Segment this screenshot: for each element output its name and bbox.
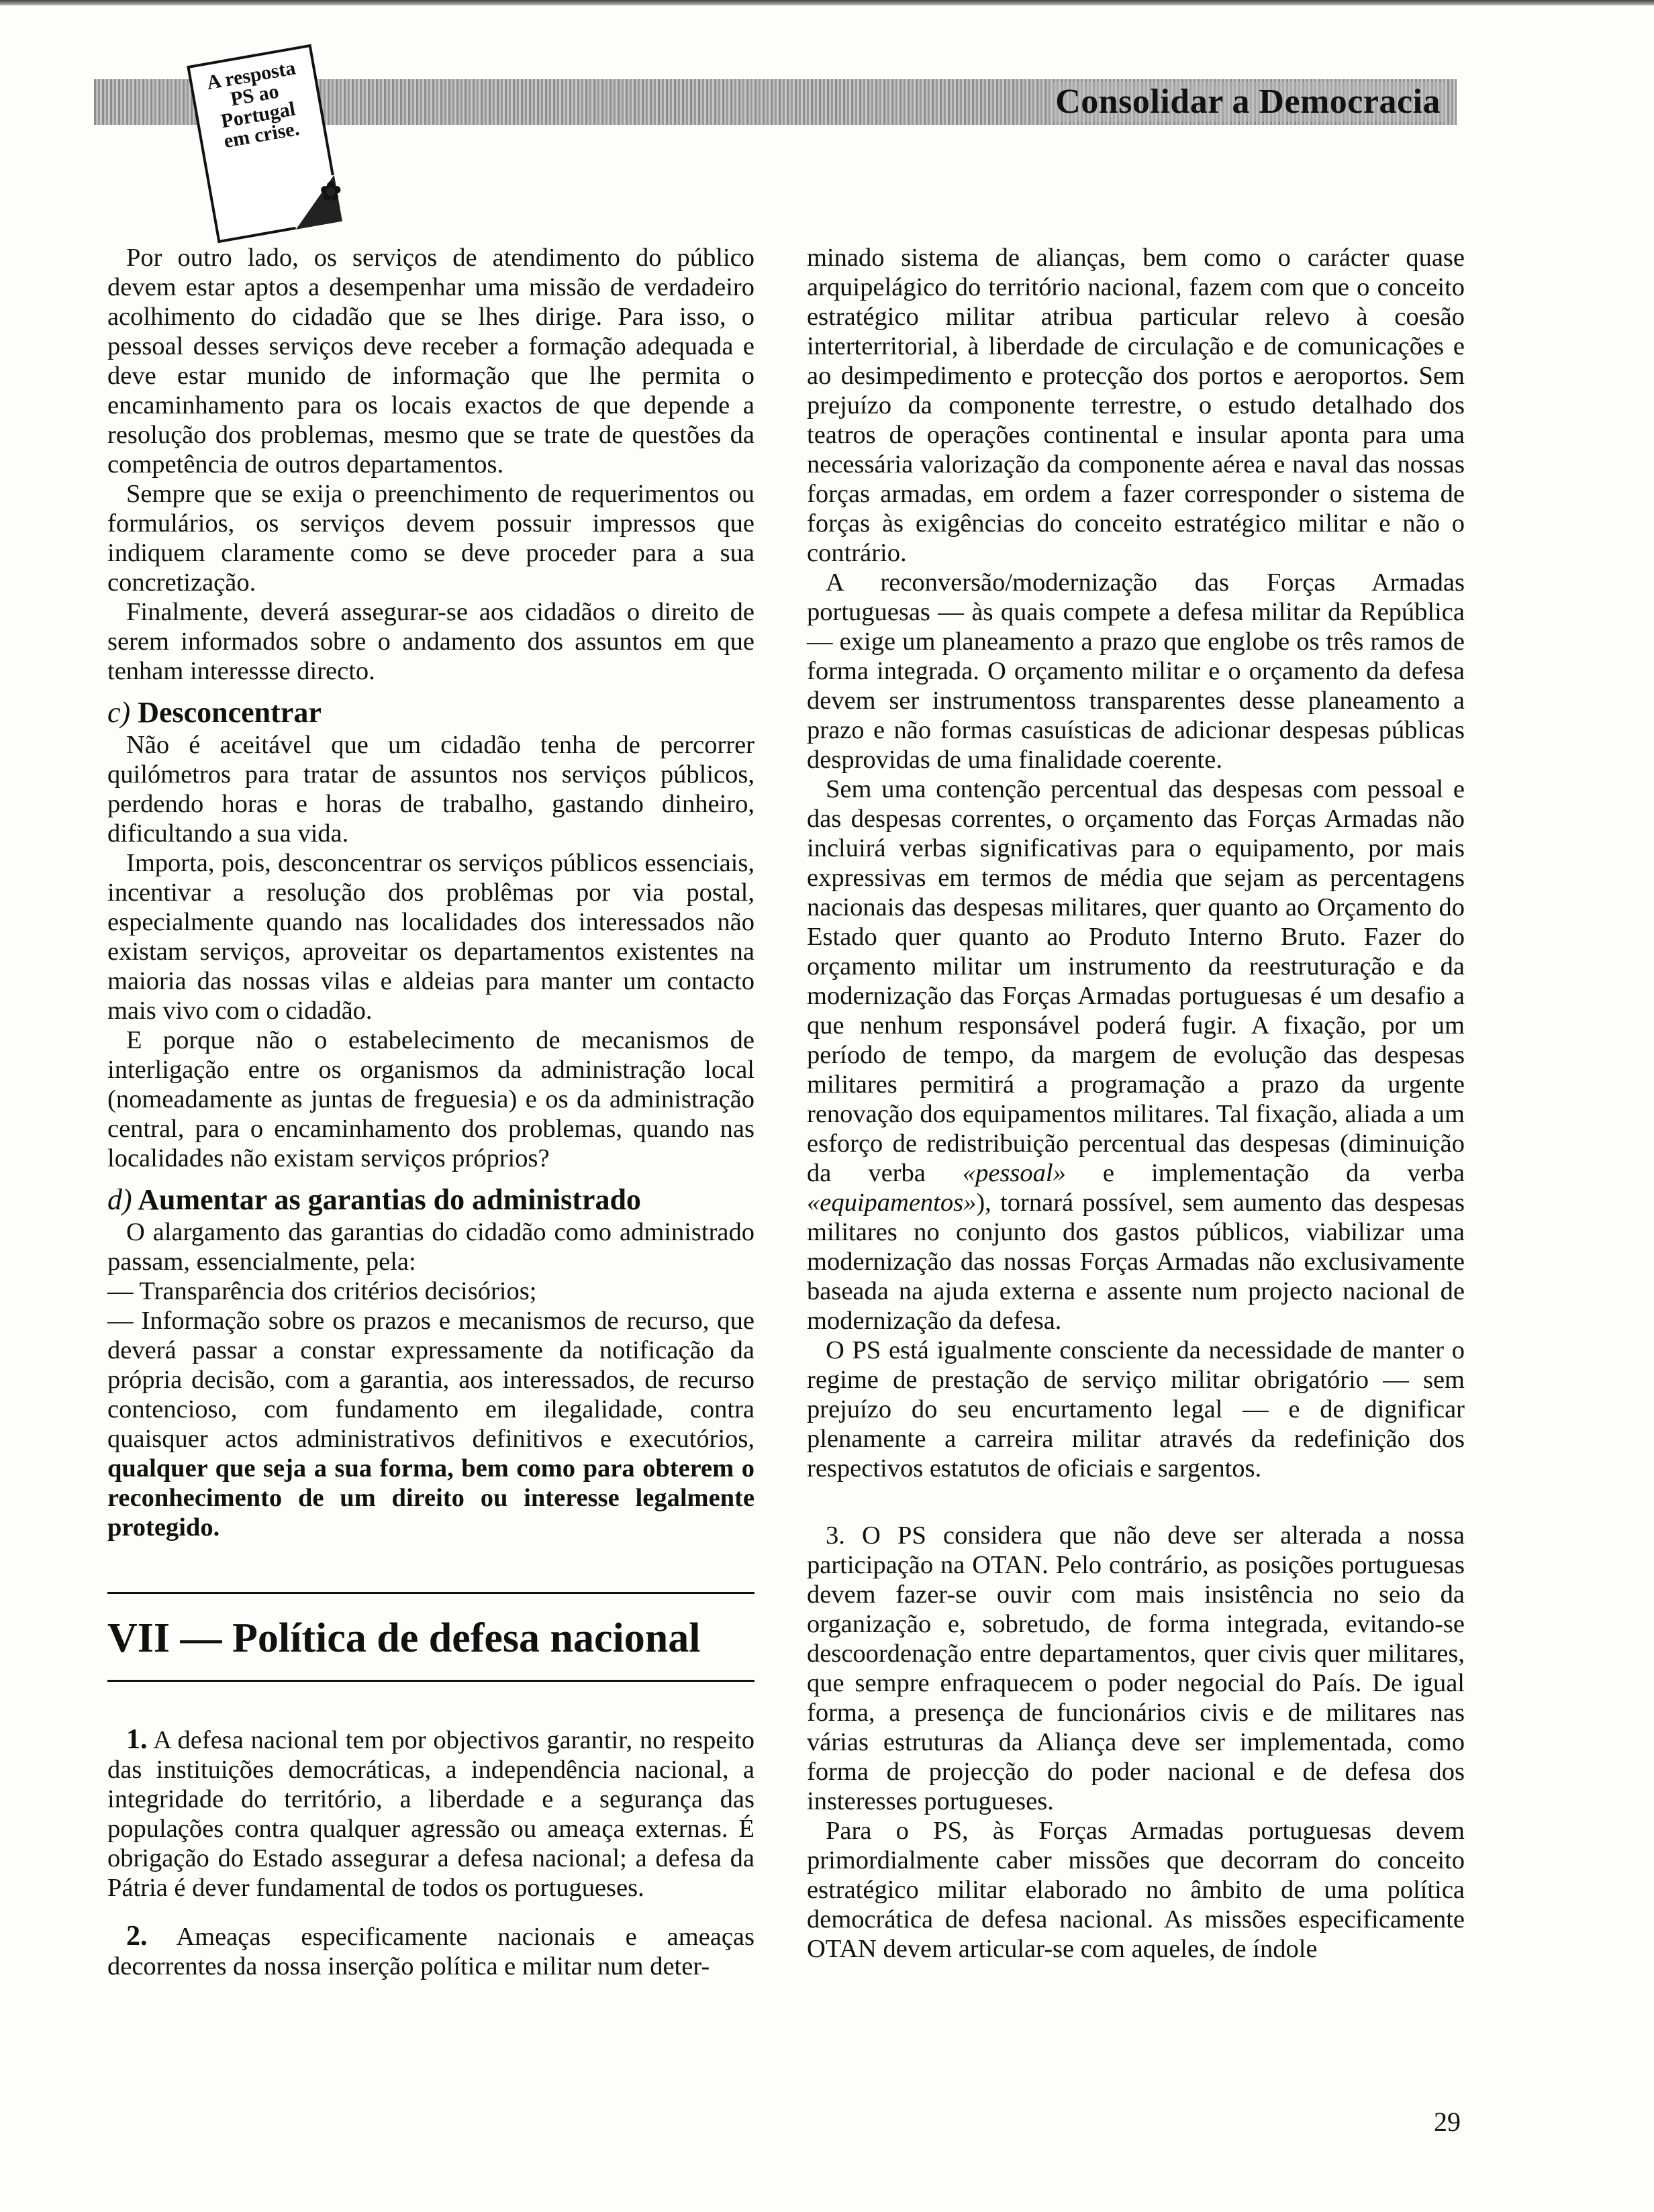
rose-icon: ✿: [320, 177, 342, 207]
paragraph: E porque não o estabelecimento de mecanismos de interligação entre os organismos da administração local (nomeadamente as juntas de freguesia) e os da administração central, para o encaminhamento dos problemas, quando nas localidades não existam serviços próprios?: [107, 1026, 755, 1172]
paragraph: 3. O PS considera que não deve ser alterada a nossa participação na OTAN. Pelo contrário, as posições portuguesas devem fazer-se ouvir com mais insistência no seio da organização e, sobretudo, de forma integrada, evitando-se descoordenação entre departamentos, quer civis quer militares, que sempre enfraquecem o poder negocial do País. De igual forma, a presença de funcionários civis e de militares nas várias estruturas da Aliança deve ser implementada, como forma de projecção do poder nacional e de defesa dos insteresses portugueses.: [807, 1521, 1465, 1815]
list-item-bold: qualquer que seja a sua forma, bem como para obterem o reconhecimento de um direito ou interesse legalmente protegido.: [107, 1454, 755, 1542]
italic-term: «equipamentos»: [807, 1189, 977, 1217]
paragraph: Por outro lado, os serviços de atendimento do público devem estar aptos a desempenhar uma missão de verdadeiro acolhimento do cidadão que se lhes dirige. Para isso, o pessoal desses serviços deve receber a formação adequada e deve estar munido de informação que lhe permita o encaminhamento para os locais exactos de que depende a resolução dos problemas, mesmo que se trate de questões da competência de outros departamentos.: [107, 244, 755, 479]
paragraph-text: e implementação da verba: [1102, 1159, 1465, 1187]
right-column: [807, 243, 1465, 1964]
logo: [187, 44, 342, 244]
paragraph: Finalmente, deverá assegurar-se aos cidadãos o direito de serem informados sobre o andamento dos assuntos em que tenham interessse directo.: [107, 598, 755, 685]
logo-text: A resposta PS ao Portugal em crise.: [205, 56, 301, 153]
paragraph-text: Ameaças especificamente nacionais e ameaças decorrentes da nossa inserção política e militar num deter-: [107, 1923, 755, 1980]
numbered-paragraph: [107, 1921, 755, 1981]
paragraph: O PS está igualmente consciente da necessidade de manter o regime de prestação de serviço militar obrigatório — sem prejuízo do seu encurtamento legal — e de dignificar plenamente a carreira militar através da redefinição dos respectivos estatutos de oficiais e sargentos.: [807, 1336, 1465, 1482]
paragraph-text: ), tornará possível, sem aumento das despesas militares no conjunto dos gastos públicos, viabilizar uma modernização das nossas Forças Armadas não exclusivamente baseada na ajuda externa e assente num projecto nacional de modernização da defesa.: [807, 1189, 1465, 1335]
section-title: Consolidar a Democracia: [1050, 82, 1446, 121]
paragraph-text: A defesa nacional tem por objectivos garantir, no respeito das instituições democráticas, a independência nacional, a integridade do território, a liberdade e a segurança das populações contra qualquer agressão ou ameaça externas. É obrigação do Estado assegurar a defesa nacional; a defesa da Pátria é dever fundamental de todos os portugueses.: [107, 1726, 755, 1902]
paragraph: A reconversão/modernização das Forças Armadas portuguesas — às quais compete a defesa militar da República — exige um planeamento a prazo que englobe os três ramos de forma integrada. O orçamento militar e o orçamento da defesa devem ser instrumentoss transparentes desse planeamento a prazo e não formas casuísticas de adicionar despesas públicas desprovidas de uma finalidade coerente.: [807, 568, 1465, 774]
paragraph: [807, 774, 1465, 1336]
paragraph: O alargamento das garantias do cidadão como administrado passam, essencialmente, pela:: [107, 1218, 755, 1276]
numbered-paragraph: [107, 1725, 755, 1903]
paragraph: Importa, pois, desconcentrar os serviços públicos essenciais, incentivar a resolução dos problêmas por via postal, especialmente quando nas localidades dos interessados não existam serviços, aproveitar os departamentos existentes na maioria das nossas vilas e aldeias para manter um contacto mais vivo com o cidadão.: [107, 849, 755, 1025]
page-number: 29: [1434, 2107, 1461, 2137]
subheading-letter: d): [107, 1183, 132, 1216]
paragraph-number: 2.: [126, 1921, 148, 1952]
top-rule: [0, 0, 1654, 5]
section-heading: VII — Política de defesa nacional: [107, 1615, 701, 1661]
italic-term: «pessoal»: [962, 1159, 1066, 1187]
subheading-c: [107, 695, 755, 730]
paragraph-number: 1.: [126, 1724, 148, 1755]
list-item: [107, 1306, 755, 1542]
paragraph: Não é aceitável que um cidadão tenha de percorrer quilómetros para tratar de assuntos nos serviços públicos, perdendo horas e horas de trabalho, gastando dinheiro, dificultando a sua vida.: [107, 731, 755, 848]
left-column: [107, 243, 755, 1981]
list-item: — Transparência dos critérios decisórios;: [107, 1277, 537, 1305]
paragraph: minado sistema de alianças, bem como o carácter quase arquipelágico do território nacional, fazem com que o conceito estratégico militar atribua particular relevo à coesão interterritorial, à liberdade de circulação e de comunicações e ao desimpedimento e protecção dos portos e aeroportos. Sem prejuízo da componente terrestre, o estudo detalhado dos teatros de operações continental e insular aponta para uma necessária valorização da componente aérea e naval das nossas forças armadas, em ordem a fazer corresponder o sistema de forças às exigências do conceito estratégico militar e não o contrário.: [807, 244, 1465, 567]
subheading-text: Desconcentrar: [138, 696, 322, 729]
subheading-d: [107, 1183, 755, 1217]
paragraph: Para o PS, às Forças Armadas portuguesas devem primordialmente caber missões que decorram do conceito estratégico militar elaborado no âmbito de uma política democrática de defesa nacional. As missões especificamente OTAN devem articular-se com aqueles, de índole: [807, 1817, 1465, 1963]
list-item-text: — Informação sobre os prazos e mecanismos de recurso, que deverá passar a constar expressamente da notificação da própria decisão, com a garantia, aos interessados, de recurso contencioso, com fundamento em ilegalidade, contra quaisquer actos administrativos definitivos e executórios,: [107, 1307, 755, 1453]
divider: [107, 1592, 755, 1594]
paragraph-text: Sem uma contenção percentual das despesas com pessoal e das despesas correntes, o orçamento das Forças Armadas não incluirá verbas significativas para o equipamento, por mais expressivas em termos de média que sejam as percentagens nacionais das despesas militares, quer quanto ao Orçamento do Estado quer quanto ao Produto Interno Bruto. Fazer do orçamento militar um instrumento da reestruturação e da modernização das Forças Armadas portuguesas é um desafio a que nenhum responsável poderá fugir. A fixação, por um período de tempo, da margem de evolução das despesas militares permitirá a programação a prazo da urgente renovação dos equipamentos militares. Tal fixação, aliada a um esforço de redistribuição percentual das despesas (diminuição da verba: [807, 775, 1465, 1187]
paragraph: Sempre que se exija o preenchimento de requerimentos ou formulários, os serviços devem possuir impressos que indiquem claramente como se deve proceder para a sua concretização.: [107, 480, 755, 597]
subheading-text: Aumentar as garantias do administrado: [138, 1183, 641, 1216]
subheading-letter: c): [107, 696, 131, 729]
